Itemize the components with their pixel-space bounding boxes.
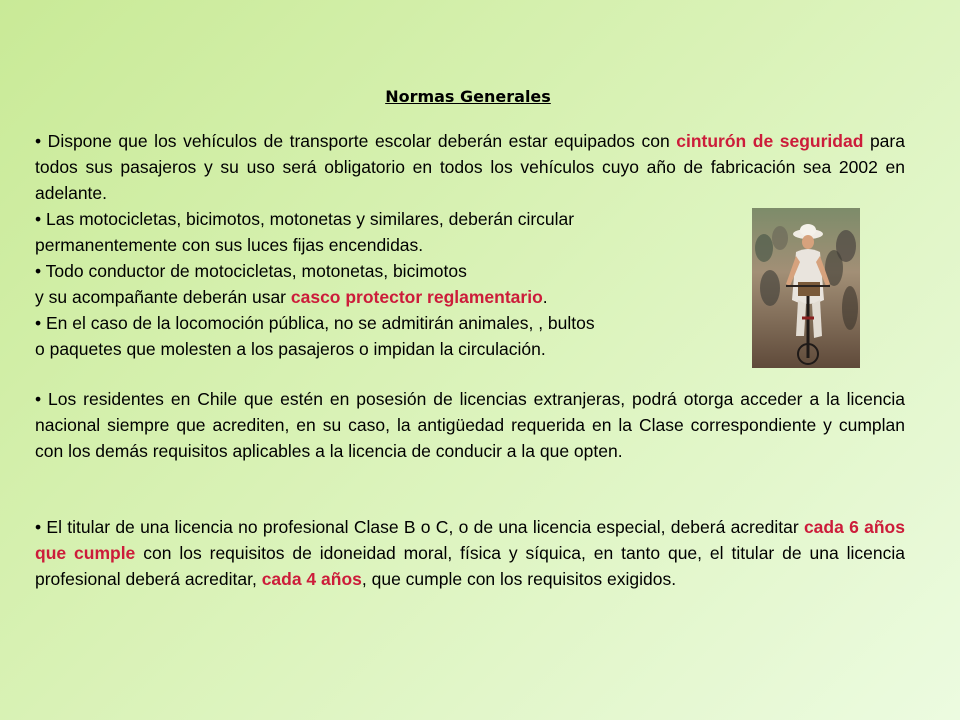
renewal-6-years-highlight: cada 6 años que cumple <box>35 517 905 563</box>
slide-title: Normas Generales <box>385 87 551 106</box>
bullet-helmet-text-b: . <box>542 287 548 307</box>
bullet-seatbelt-text-b: para todos sus pasajeros y su uso será obligatorio en todos los vehículos cuyo año de fabricación sea 2002 en adelante. <box>35 131 905 203</box>
renewal-4-years-highlight: cada 4 años <box>261 569 362 589</box>
bullet-foreign-licenses: • Los residentes en Chile que estén en posesión de licencias extranjeras, podrá otorga acceder a la licencia nacional siempre que acrediten, en su caso, la antigüedad requerida en la Clase correspondiente y cumplan con los demás requisitos aplicables a la licencia de conducir a la que opten. <box>35 389 905 461</box>
bullet-renewal-text-b: con los requisitos de idoneidad moral, física y síquica, en tanto que, el titular de una licencia profesional deberá acreditar, <box>35 543 905 589</box>
bullet-seatbelt <box>35 128 905 206</box>
seatbelt-highlight: cinturón de seguridad <box>676 131 864 151</box>
bullet-public-transport-line-1: • En el caso de la locomoción pública, no se admitirán animales, , bultos <box>35 313 595 333</box>
bullet-lights-line-2: permanentemente con sus luces fijas encendidas. <box>35 235 424 255</box>
bullet-license-renewal <box>35 514 905 592</box>
bullet-renewal-text-a: • El titular de una licencia no profesional Clase B o C, o de una licencia especial, deberá acreditar <box>35 517 799 537</box>
cyclist-photo <box>752 208 860 368</box>
bullet-seatbelt-text-a: • Dispone que los vehículos de transporte escolar deberán estar equipados con <box>35 131 670 151</box>
bullet-helmet-line-1: • Todo conductor de motocicletas, motonetas, bicimotos <box>35 261 467 281</box>
bullet-helmet-text-a: y su acompañante deberán usar <box>35 287 291 307</box>
bullet-renewal-text-c: , que cumple con los requisitos exigidos. <box>361 569 677 589</box>
bullet-public-transport-line-2: o paquetes que molesten a los pasajeros o impidan la circulación. <box>35 339 546 359</box>
helmet-highlight: casco protector reglamentario <box>290 287 543 307</box>
bullet-lights-line-1: • Las motocicletas, bicimotos, motonetas y similares, deberán circular <box>35 209 575 229</box>
